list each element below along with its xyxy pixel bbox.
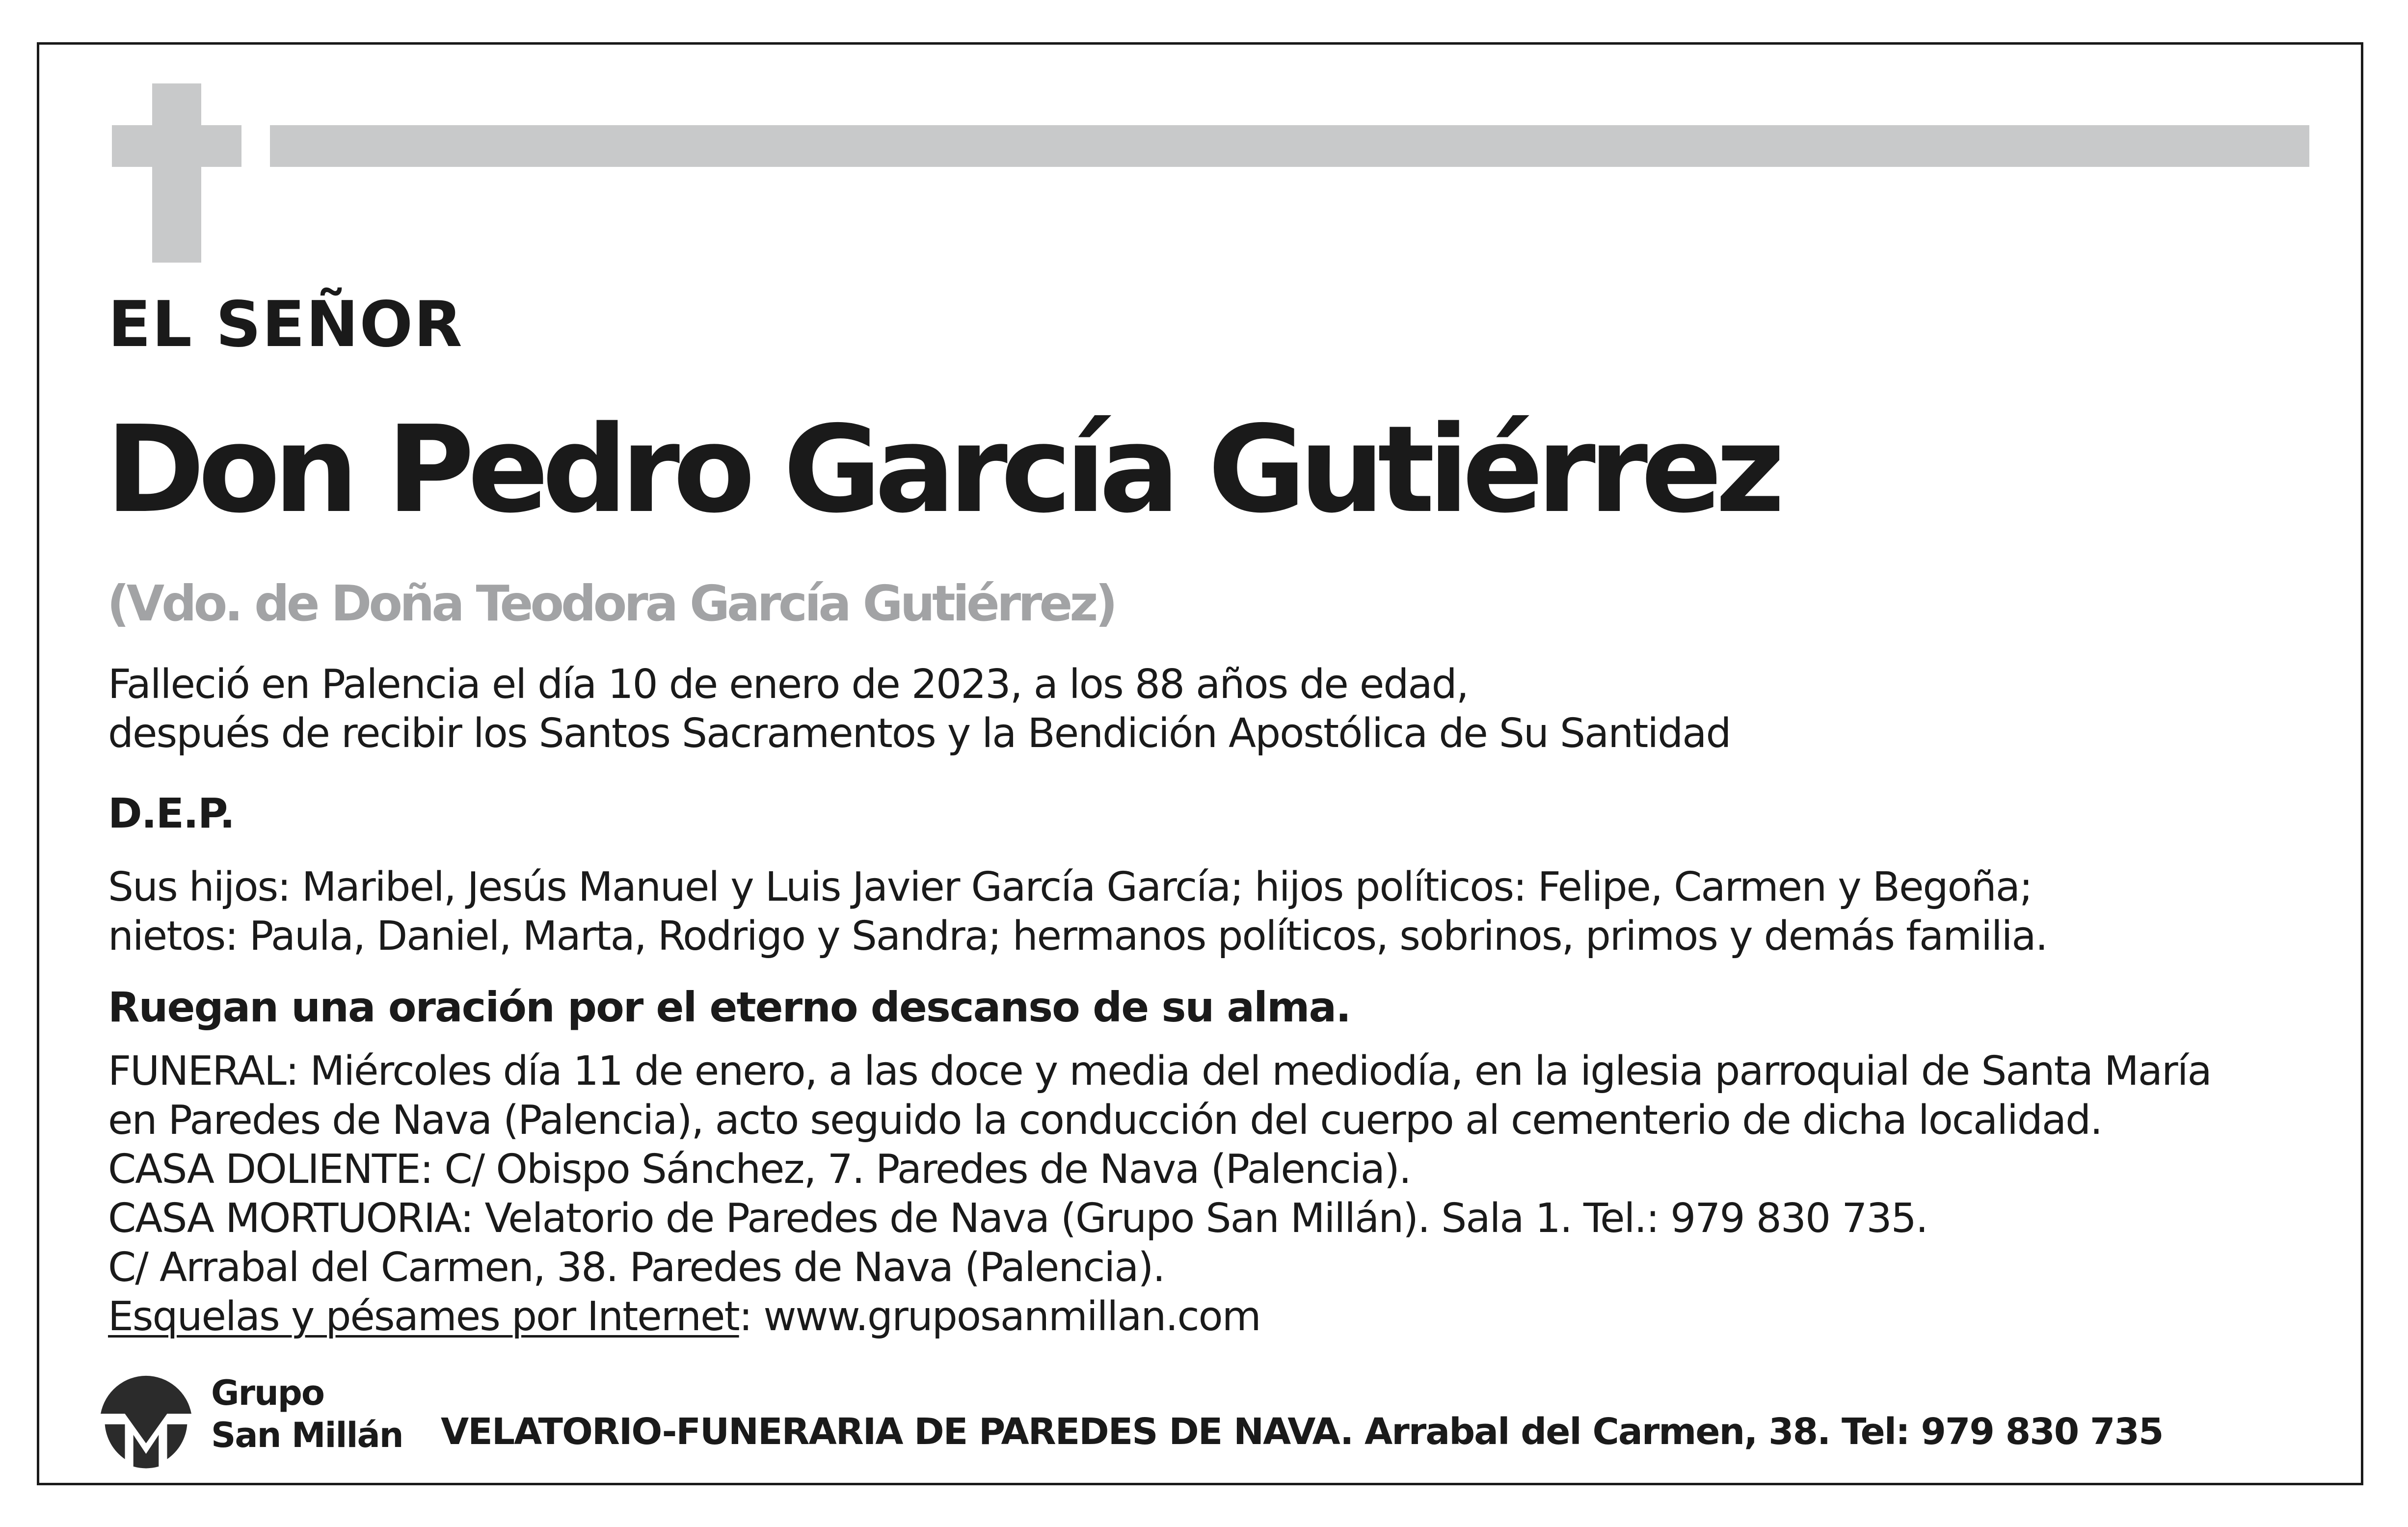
logo-wordmark-line: Grupo [211,1373,324,1413]
family-list [108,863,2047,961]
web-condolences-line [108,1292,2211,1341]
death-notice-line: Falleció en Palencia el día 10 de enero de 2023, a los 88 años de edad, [108,661,1468,708]
funeral-home-line: CASA MORTUORIA: Velatorio de Paredes de Nava (Grupo San Millán). Sala 1. Tel.: 979 830 735. [108,1195,1927,1242]
logo-left-shape [105,1424,125,1459]
logo-wordmark [211,1372,403,1456]
logo-right-shape [167,1424,187,1459]
mourning-house-line: CASA DOLIENTE: C/ Obispo Sánchez, 7. Paredes de Nava (Palencia). [108,1146,1411,1193]
title-prefix: EL SEÑOR [108,288,463,361]
cross-icon [152,83,201,263]
rip-label: D.E.P. [108,789,234,837]
web-condolences-label: Esquelas y pésames por Internet [108,1293,739,1340]
widower-note: (Vdo. de Doña Teodora García Gutiérrez) [107,575,1115,632]
website-link[interactable]: www.gruposanmillan.com [763,1293,1260,1340]
deceased-name: Don Pedro García Gutiérrez [106,400,1778,539]
death-notice [108,660,1731,758]
family-line: Sus hijos: Maribel, Jesús Manuel y Luis Javier García García; hijos políticos: Felipe, Carmen y Begoña; [108,864,2032,911]
header-rule [270,125,2309,167]
footer-contact: VELATORIO-FUNERARIA DE PAREDES DE NAVA. Arrabal del Carmen, 38. Tel: 979 830 735 [441,1411,2163,1453]
web-separator: : [739,1293,764,1340]
funeral-line: en Paredes de Nava (Palencia), acto seguido la conducción del cuerpo al cementerio de dicha localidad. [108,1097,2102,1144]
family-line: nietos: Paula, Daniel, Marta, Rodrigo y Sandra; hermanos políticos, sobrinos, primos y demás familia. [108,913,2047,960]
funeral-details [108,1047,2211,1341]
funeral-line: FUNERAL: Miércoles día 11 de enero, a las doce y media del mediodía, en la iglesia parroquial de Santa María [108,1048,2211,1095]
prayer-request: Ruegan una oración por el eterno descanso de su alma. [108,983,1351,1031]
cross-icon-arm [112,125,241,167]
logo-wordmark-line: San Millán [211,1415,403,1455]
grupo-san-millan-logo [93,1369,199,1475]
funeral-home-address: C/ Arrabal del Carmen, 38. Paredes de Nava (Palencia). [108,1244,1165,1291]
death-notice-line: después de recibir los Santos Sacramentos y la Bendición Apostólica de Su Santidad [108,710,1731,757]
